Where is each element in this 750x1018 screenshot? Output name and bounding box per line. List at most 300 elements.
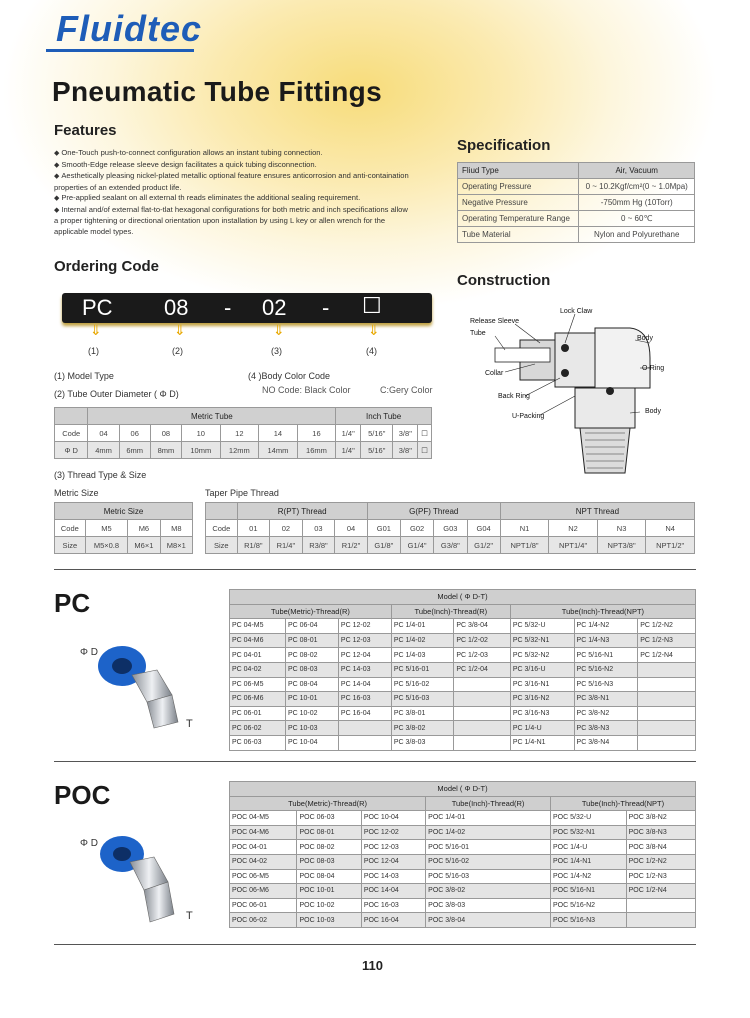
metric-code: M8 (160, 520, 192, 537)
marker-3: (3) (271, 346, 282, 356)
model-cell: PC 3/8-02 (391, 721, 453, 736)
model-row (230, 854, 696, 869)
label-collar: Collar (485, 370, 504, 377)
code-part: PC (82, 295, 113, 320)
inch-size: 1/4" (336, 442, 361, 459)
code-part: 08 (164, 295, 189, 320)
group-head: Tube(Inch)-Thread(NPT) (551, 796, 696, 811)
model-cell: PC 1/2-02 (454, 633, 510, 648)
model-row (230, 840, 696, 855)
label-lock-claw: Lock Claw (560, 308, 593, 315)
model-head-row (230, 590, 696, 605)
model-cell: POC 06-02 (230, 913, 297, 928)
poc-od-label: Φ D (80, 838, 98, 849)
model-cell: POC 08-03 (297, 854, 361, 869)
model-cell: POC 04-M6 (230, 825, 297, 840)
model-cell: POC 06-M6 (230, 884, 297, 899)
model-cell: PC 3/16-N1 (510, 677, 574, 692)
model-row (230, 811, 696, 826)
model-row (230, 913, 696, 928)
model-cell: POC 5/16-03 (426, 869, 551, 884)
model-cell: PC 3/16-N2 (510, 692, 574, 707)
model-cell: POC 04-02 (230, 854, 297, 869)
model-type-label: (1) Model Type (54, 371, 114, 381)
thread-type-label: (3) Thread Type & Size (54, 470, 147, 480)
spec-label: Negative Pressure (458, 195, 579, 211)
model-cell (626, 913, 695, 928)
thread-code: 02 (270, 520, 303, 537)
model-cell: POC 12-04 (361, 854, 425, 869)
model-cell: PC 04-02 (230, 662, 286, 677)
metric-size: 4mm (88, 442, 119, 459)
construction-heading: Construction (457, 272, 551, 289)
row-label: Code (206, 520, 238, 537)
down-arrow-icon: ⇓ (368, 322, 380, 338)
model-cell (454, 677, 510, 692)
model-row (230, 662, 696, 677)
model-cell: POC 5/32-U (551, 811, 627, 826)
model-cell: POC 1/4-U (551, 840, 627, 855)
row-label: Φ D (55, 442, 88, 459)
features-list (54, 148, 414, 237)
model-cell: PC 3/8-01 (391, 706, 453, 721)
marker-1: (1) (88, 346, 99, 356)
model-cell: POC 10-01 (297, 884, 361, 899)
model-cell: POC 12-03 (361, 840, 425, 855)
header-cell (55, 408, 88, 425)
inch-code: ☐ (418, 425, 432, 442)
model-cell: POC 5/16-02 (426, 854, 551, 869)
model-row (230, 677, 696, 692)
label-o-ring: O-Ring (642, 365, 665, 372)
metric-size: 12mm (220, 442, 259, 459)
model-cell: POC 3/8-03 (426, 898, 551, 913)
thread-size: G1/2" (467, 537, 500, 554)
thread-size: NPT1/2" (646, 537, 695, 554)
model-cell: POC 1/2-N2 (626, 854, 695, 869)
thread-code: N1 (500, 520, 549, 537)
model-cell: PC 5/16-02 (391, 677, 453, 692)
metric-size: 6mm (119, 442, 150, 459)
spec-row (458, 195, 695, 211)
model-cell: PC 06-02 (230, 721, 286, 736)
spec-row (458, 227, 695, 243)
spec-label: Fliud Type (458, 163, 579, 179)
model-cell (454, 706, 510, 721)
feature-text: Smooth-Edge release sleeve design facilitates a quick tubing disconnection. (61, 159, 317, 169)
model-cell: POC 16-04 (361, 913, 425, 928)
model-cell: POC 14-03 (361, 869, 425, 884)
down-arrow-icon: ⇓ (273, 322, 285, 338)
model-row (230, 692, 696, 707)
section-divider (54, 944, 696, 945)
no-code-label: NO Code: Black Color (262, 385, 351, 395)
model-cell: PC 3/16-N3 (510, 706, 574, 721)
code-part: - (322, 295, 330, 320)
body-color-label: (4 )Body Color Code (248, 371, 331, 381)
model-cell: PC 06-M5 (230, 677, 286, 692)
model-cell (338, 735, 391, 750)
model-cell: POC 04-01 (230, 840, 297, 855)
group-head: Tube(Metric)-Thread(R) (230, 604, 392, 619)
model-cell (638, 706, 696, 721)
model-cell: POC 16-03 (361, 898, 425, 913)
feature-text: Aesthetically pleasing nickel-plated metallic optional feature ensures anticorrosion and anti-containation properties of an extended product life. (54, 171, 409, 192)
model-cell: POC 3/8-02 (426, 884, 551, 899)
specification-table (457, 162, 695, 243)
model-cell: POC 5/16-N3 (551, 913, 627, 928)
header-cell (206, 503, 238, 520)
model-cell: POC 08-04 (297, 869, 361, 884)
model-cell (338, 721, 391, 736)
feature-item (54, 205, 414, 238)
spec-label: Tube Material (458, 227, 579, 243)
model-cell: PC 14-03 (338, 662, 391, 677)
thread-size: R3/8" (302, 537, 335, 554)
model-cell: POC 5/16-01 (426, 840, 551, 855)
thread-size: R1/8" (237, 537, 270, 554)
model-cell (638, 692, 696, 707)
model-cell: PC 06-M6 (230, 692, 286, 707)
model-cell: PC 10-01 (285, 692, 338, 707)
feature-item (54, 148, 414, 160)
model-cell: PC 08-02 (285, 648, 338, 663)
spec-label: Operating Temperature Range (458, 211, 579, 227)
model-cell (638, 662, 696, 677)
section-divider (54, 569, 696, 570)
model-cell: PC 12-03 (338, 633, 391, 648)
row-label: Code (55, 425, 88, 442)
metric-size: 14mm (259, 442, 298, 459)
model-row (230, 706, 696, 721)
spec-label: Operating Pressure (458, 179, 579, 195)
thread-size: G1/4" (401, 537, 434, 554)
model-cell: PC 04-M6 (230, 633, 286, 648)
thread-code: G01 (367, 520, 400, 537)
thread-code: G03 (434, 520, 467, 537)
thread-size: R1/2" (335, 537, 368, 554)
model-cell: PC 04-M5 (230, 619, 286, 634)
model-cell: POC 3/8-N4 (626, 840, 695, 855)
model-cell: POC 04-M5 (230, 811, 297, 826)
model-cell: PC 08-04 (285, 677, 338, 692)
model-row (230, 721, 696, 736)
label-tube: Tube (470, 330, 486, 337)
metric-tube-head: Metric Tube (88, 408, 336, 425)
page-number: 110 (362, 958, 383, 973)
model-cell: POC 06-01 (230, 898, 297, 913)
down-arrow-icon: ⇓ (90, 322, 102, 338)
poc-t-label: T (186, 910, 193, 922)
ordering-code-heading: Ordering Code (54, 258, 160, 275)
model-cell: PC 06-04 (285, 619, 338, 634)
metric-size: M8×1 (160, 537, 192, 554)
taper-code-row (206, 520, 695, 537)
thread-code: N4 (646, 520, 695, 537)
inch-size: ☐ (418, 442, 432, 459)
model-cell: PC 16-04 (338, 706, 391, 721)
model-cell: PC 5/16-01 (391, 662, 453, 677)
model-cell: PC 1/2-N3 (638, 633, 696, 648)
marker-4: (4) (366, 346, 377, 356)
metric-code-row (55, 520, 193, 537)
poc-model-table (229, 781, 696, 928)
model-cell: PC 3/8-N3 (574, 721, 638, 736)
model-cell: PC 5/16-03 (391, 692, 453, 707)
thread-size: R1/4" (270, 537, 303, 554)
thread-head: NPT Thread (500, 503, 694, 520)
feature-text: One-Touch push-to-connect configuration allows an instant tubing connection. (61, 148, 323, 157)
model-cell: PC 06-01 (230, 706, 286, 721)
metric-size-label: Metric Size (54, 488, 99, 498)
model-cell: POC 1/2-N4 (626, 884, 695, 899)
thread-size: NPT1/4" (549, 537, 598, 554)
row-label: Size (55, 537, 86, 554)
model-row (230, 735, 696, 750)
spec-value: 0 ~ 10.2Kgf/cm²(0 ~ 1.0Mpa) (579, 179, 695, 195)
model-cell: PC 1/2-N2 (638, 619, 696, 634)
metric-code: 08 (150, 425, 181, 442)
spec-row (458, 163, 695, 179)
model-cell: POC 3/8-04 (426, 913, 551, 928)
model-cell: PC 1/4-01 (391, 619, 453, 634)
spec-value: -750mm Hg (10Torr) (579, 195, 695, 211)
pc-t-label: T (186, 718, 193, 730)
label-u-packing: U-Packing (512, 413, 545, 420)
diamond-icon: ◆ (54, 150, 62, 157)
model-cell: POC 1/2-N3 (626, 869, 695, 884)
metric-code: 12 (220, 425, 259, 442)
model-cell: POC 1/4-N1 (551, 854, 627, 869)
c-code-label: C:Gery Color (380, 385, 433, 395)
thread-head: G(PF) Thread (367, 503, 500, 520)
model-cell: PC 3/16-U (510, 662, 574, 677)
model-cell: PC 5/32-N1 (510, 633, 574, 648)
model-cell: PC 5/32-U (510, 619, 574, 634)
model-head-row (230, 782, 696, 797)
spec-value: Air, Vacuum (579, 163, 695, 179)
metric-code: 06 (119, 425, 150, 442)
metric-size-head: Metric Size (55, 503, 193, 520)
feature-text: Internal and/of external flat-to-tlat hexagonal configurations for both metric and inch specifications allow a proper tightening or directional orientation upon installation by using L key or allen wrench for the applicable model types. (54, 204, 408, 236)
metric-size: 8mm (150, 442, 181, 459)
thread-head: R(PT) Thread (237, 503, 367, 520)
model-cell (454, 721, 510, 736)
inch-code: 3/8" (393, 425, 418, 442)
group-head-row (230, 604, 696, 619)
metric-code: M5 (85, 520, 128, 537)
diamond-icon: ◆ (54, 195, 62, 202)
model-cell: PC 3/8-N4 (574, 735, 638, 750)
model-cell: POC 12-02 (361, 825, 425, 840)
model-cell: PC 3/8-N2 (574, 706, 638, 721)
model-cell (638, 677, 696, 692)
tube-code-row (55, 425, 432, 442)
thread-code: N3 (597, 520, 646, 537)
model-cell: PC 16-03 (338, 692, 391, 707)
row-label: Size (206, 537, 238, 554)
model-row (230, 869, 696, 884)
model-cell: PC 1/2-03 (454, 648, 510, 663)
poc-title: POC (54, 780, 111, 810)
section-divider (54, 761, 696, 762)
model-cell: PC 1/4-03 (391, 648, 453, 663)
taper-thread-table (205, 502, 695, 554)
metric-size: 16mm (297, 442, 336, 459)
pc-title: PC (54, 588, 91, 618)
inch-size: 3/8" (393, 442, 418, 459)
model-row (230, 825, 696, 840)
model-cell: PC 5/32-N2 (510, 648, 574, 663)
model-head: Model ( Φ D-T) (230, 782, 696, 797)
model-cell (454, 735, 510, 750)
feature-item (54, 193, 414, 205)
spec-value: Nylon and Polyurethane (579, 227, 695, 243)
model-cell: PC 1/4-U (510, 721, 574, 736)
page-title: Pneumatic Tube Fittings (52, 76, 382, 107)
model-cell: PC 1/4-N1 (510, 735, 574, 750)
diamond-icon: ◆ (54, 173, 62, 180)
spec-row (458, 179, 695, 195)
inch-size: 5/16" (361, 442, 393, 459)
model-row (230, 633, 696, 648)
thread-code: 04 (335, 520, 368, 537)
model-cell: PC 5/16-N3 (574, 677, 638, 692)
model-row (230, 898, 696, 913)
model-cell: PC 1/4-N3 (574, 633, 638, 648)
thread-code: 01 (237, 520, 270, 537)
model-cell: PC 12-02 (338, 619, 391, 634)
ordering-code-bar (62, 293, 432, 323)
taper-size-row (206, 537, 695, 554)
thread-code: 03 (302, 520, 335, 537)
tube-header-row (55, 408, 432, 425)
down-arrow-icon: ⇓ (174, 322, 186, 338)
model-head: Model ( Φ D-T) (230, 590, 696, 605)
label-body-2: Body (645, 408, 661, 415)
model-cell: POC 5/32-N1 (551, 825, 627, 840)
thread-code: N2 (549, 520, 598, 537)
model-cell: PC 5/16-N2 (574, 662, 638, 677)
model-cell: PC 1/2-N4 (638, 648, 696, 663)
model-cell: PC 06-03 (230, 735, 286, 750)
features-heading: Features (54, 122, 117, 139)
group-head-row (230, 796, 696, 811)
model-cell: POC 10-04 (361, 811, 425, 826)
model-cell: POC 10-02 (297, 898, 361, 913)
taper-thread-label: Taper Pipe Thread (205, 488, 279, 498)
poc-fitting-image (92, 830, 184, 925)
tube-size-table (54, 407, 432, 459)
model-cell: PC 5/16-N1 (574, 648, 638, 663)
group-head: Tube(Inch)-Thread(R) (426, 796, 551, 811)
model-cell: POC 1/4-01 (426, 811, 551, 826)
thread-size: G1/8" (367, 537, 400, 554)
thread-code: G04 (467, 520, 500, 537)
model-cell: POC 3/8-N3 (626, 825, 695, 840)
model-cell: POC 08-02 (297, 840, 361, 855)
model-cell: POC 14-04 (361, 884, 425, 899)
spec-row (458, 211, 695, 227)
model-cell: PC 1/4-02 (391, 633, 453, 648)
group-head: Tube(Inch)-Thread(R) (391, 604, 510, 619)
model-cell: PC 3/8-N1 (574, 692, 638, 707)
model-cell: POC 10-03 (297, 913, 361, 928)
metric-size: M5×0.8 (85, 537, 128, 554)
tube-od-label: (2) Tube Outer Diameter ( Φ D) (54, 389, 179, 399)
code-part: ☐ (362, 293, 382, 318)
model-cell: PC 10-03 (285, 721, 338, 736)
model-cell (626, 898, 695, 913)
model-cell: POC 08-01 (297, 825, 361, 840)
specification-heading: Specification (457, 137, 551, 154)
model-cell: POC 3/8-N2 (626, 811, 695, 826)
diamond-icon: ◆ (54, 161, 62, 169)
feature-text: Pre-applied sealant on all external th reads eliminates the additional sealing requirement. (61, 193, 361, 202)
model-row (230, 884, 696, 899)
marker-2: (2) (172, 346, 183, 356)
inch-code: 1/4" (336, 425, 361, 442)
construction-diagram (465, 298, 700, 483)
logo-underline (46, 49, 194, 52)
model-cell: PC 08-03 (285, 662, 338, 677)
model-cell: PC 1/2-04 (454, 662, 510, 677)
thread-code: G02 (401, 520, 434, 537)
model-row (230, 619, 696, 634)
group-head: Tube(Metric)-Thread(R) (230, 796, 426, 811)
inch-tube-head: Inch Tube (336, 408, 432, 425)
code-part: 02 (262, 295, 287, 320)
metric-size: M6×1 (128, 537, 160, 554)
metric-size-row (55, 537, 193, 554)
feature-item (54, 171, 414, 193)
model-cell: PC 10-04 (285, 735, 338, 750)
model-row (230, 648, 696, 663)
metric-code: 04 (88, 425, 119, 442)
model-cell: PC 3/8-04 (454, 619, 510, 634)
model-cell: POC 06-03 (297, 811, 361, 826)
brand-logo: Fluidtec (56, 8, 203, 49)
thread-size: G3/8" (434, 537, 467, 554)
model-cell: POC 06-M5 (230, 869, 297, 884)
feature-item (54, 160, 414, 172)
model-cell (638, 721, 696, 736)
model-cell: PC 3/8-03 (391, 735, 453, 750)
pc-fitting-image (92, 640, 184, 730)
inch-code: 5/16" (361, 425, 393, 442)
tube-size-row (55, 442, 432, 459)
pc-od-label: Φ D (80, 647, 98, 658)
metric-code: 14 (259, 425, 298, 442)
metric-code: 16 (297, 425, 336, 442)
model-cell: PC 1/4-N2 (574, 619, 638, 634)
model-cell: POC 5/16-N2 (551, 898, 627, 913)
group-head: Tube(Inch)-Thread(NPT) (510, 604, 695, 619)
metric-header-row (55, 503, 193, 520)
label-release-sleeve: Release Sleeve (470, 318, 520, 325)
spec-value: 0 ~ 60℃ (579, 211, 695, 227)
metric-code: M6 (128, 520, 160, 537)
taper-header-row (206, 503, 695, 520)
model-cell: PC 08-01 (285, 633, 338, 648)
model-cell: POC 5/16-N1 (551, 884, 627, 899)
label-back-ring: Back Ring (498, 393, 530, 400)
model-cell (454, 692, 510, 707)
model-cell: POC 1/4-02 (426, 825, 551, 840)
diamond-icon: ◆ (54, 206, 62, 214)
pc-model-table (229, 589, 696, 751)
metric-size: 10mm (182, 442, 221, 459)
